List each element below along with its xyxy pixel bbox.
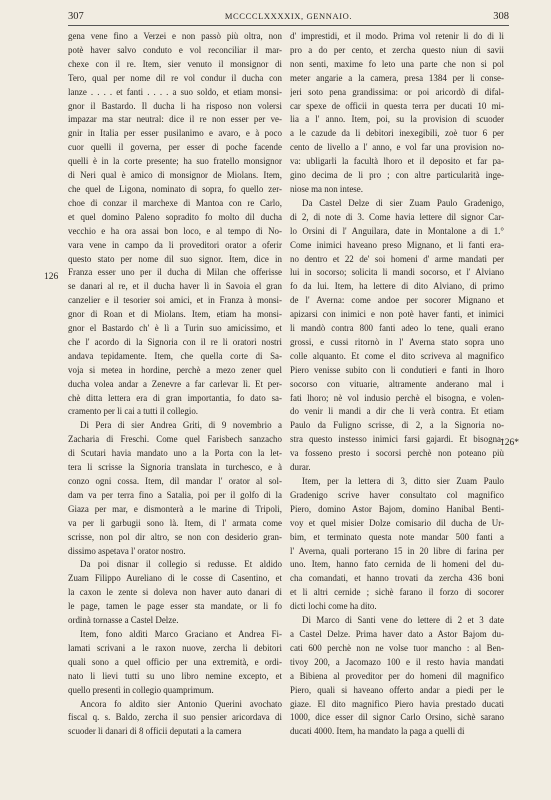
text-line: gino decima de li pro ; con altre particularità inge- [290, 170, 504, 181]
left-text-column [68, 30, 282, 739]
text-line: a Castel Delze. Prima haver dato a Astor Bajom du- [290, 628, 504, 639]
text-line: Da poi disnar il collegio si redusse. Et aldido [80, 559, 282, 570]
text-line: et li altri cernide ; sichè farano il forzo di socorer [290, 587, 504, 598]
text-line: durar. [290, 462, 311, 473]
text-line: pro a do per cento, et zercha questo niun di savii [290, 44, 504, 55]
text-line: se danari al re, et il ducha haver lì in Savoia el gran [68, 281, 282, 292]
text-line: ordinà tornasse a Castel Delze. [68, 615, 179, 626]
text-line: scuoder li danari di 8 officii deputati a la camera [68, 726, 242, 737]
text-line: gnor il Bastardo. Il ducha li ha risposo non volersi [68, 100, 282, 111]
text-line: Item, per la lettera di 3, ditto sier Zuam Paulo [302, 476, 504, 486]
text-line: de l' Averna: come andoe per socorer Mignano et [290, 295, 504, 306]
text-line: Paulo da Fuligno scrisse, di 2, a la Signoria no- [290, 420, 504, 431]
text-line: bim, et terminato questa note mandar 500 fanti a [290, 531, 504, 542]
text-line: gnir in Italia per esser pusilanimo e avaro, e à poco [68, 128, 282, 139]
text-line: colle alquanto. Et come el dito scriveva al magnifico [290, 350, 504, 361]
text-line: niose ma non intese. [290, 183, 363, 194]
text-line: gnor el Bastardo ch' è lì a Turin suo amicissimo, et [68, 323, 282, 334]
text-line: di Neri qual è amico di monsignor de Miolans. Item, [68, 170, 282, 181]
text-line: potè haver salvo conduto e vol reconciliar il mar- [68, 44, 282, 55]
text-line: no dentro et 22 de' soi homeni d' arme mandati per [290, 253, 504, 264]
text-line: Di Marco di Santi vene do lettere di 2 et 3 date [302, 615, 504, 626]
text-line: chè ditta lettera era di gran importantia, fo dato sa- [68, 392, 282, 403]
text-line: lo Orsini di l' Anguilara, date in Montalone a di 1.° [290, 225, 504, 236]
page-number-right: 308 [493, 10, 509, 22]
running-header [68, 8, 509, 24]
text-line: ducati 4000. Item, ha mandato la paga a quelli di [290, 726, 465, 737]
text-line: nato li lievi tutti su uno libro nemine excepto, et [68, 670, 282, 681]
text-line: dam va per terra fino a Satalia, poi per il golfo di la [68, 489, 282, 500]
text-line: Piero venisse subito con li condutieri e fanti in lhoro [290, 364, 504, 375]
text-line: choe di conzar il marchexe di Mantoa con re Carlo, [68, 197, 282, 208]
text-line: scrisse, non pol dir altro, se non con desiderio gran- [68, 531, 282, 542]
text-line: Zuam Filippo Aureliano di le cosse di Casentino, et [68, 573, 282, 584]
text-line: a le cazude da li debitori inexegibili, zoè tuor 6 per [290, 128, 504, 139]
text-line: gnor di Roan et di Miolans. Item, etiam ha monsi- [68, 309, 282, 320]
text-line: la caxon le zente si doleva non haver auto danari di [68, 587, 282, 598]
text-line: le page, tamen le page esser sta mandate, or li fo [68, 601, 282, 612]
text-line: voja si metea in hordine, perchè a mezo zener quel [68, 364, 282, 375]
text-line: cento de livello a l' anno, e vol far una provision no- [290, 142, 504, 153]
text-line: questo stato per nome dil suo signor. Item, dice in [68, 253, 282, 264]
text-line: impazar ma star neutral: dice il re non esser per ve- [68, 114, 282, 125]
margin-note-right: 126* [500, 438, 519, 448]
text-line: vecchio e ha ora assai bon loco, e al tempo di No- [68, 225, 282, 236]
text-line: Piero, quali si haveano offerto andar a piedi per le [290, 684, 504, 695]
text-line: Come inimici haveano preso Mignano, et li fanti era- [290, 239, 504, 250]
text-line: Zacharia di Freschi. Come quel Farisbech sanzacho [68, 434, 282, 445]
text-line: fiscal q. s. Baldo, zercha il suo pensier aricordava di [68, 712, 282, 723]
text-line: va per li garbugii sono là. Item, di l' armata come [68, 517, 282, 528]
text-line: quello presentì in collegio quamprimum. [68, 684, 214, 695]
text-line: l' Averna, quali porterano 15 in 20 libre di farina per [290, 545, 504, 556]
page-number-left: 307 [68, 10, 84, 22]
text-line: non senti, maxime fo leto una parte che non si pol [290, 58, 504, 69]
text-line: voy et quel misier Dolze comisario dil ducha de Ur- [290, 517, 504, 528]
text-line: Gradenigo scrive haver consultato col magnifico [290, 489, 504, 500]
text-line: Item, fono aldìti Marco Graciano et Andrea Fi- [80, 628, 282, 639]
text-line: che l' acordo di la Signoria con il re li oratori nostri [68, 336, 282, 347]
text-line: quelli è in la corte presente; ha suo fratello monsignor [68, 156, 282, 167]
text-line: meter angarie a la camera, presa 1384 per li conse- [290, 72, 504, 83]
text-line: a Bibiena al proveditor per do homeni dil magnifico [290, 670, 504, 681]
text-line: tera li scrisse la Signoria translata in turchesco, e à [68, 462, 282, 473]
text-line: Piero, domino Astor Bajom, domino Hanibal Benti- [290, 503, 504, 514]
text-line: canzelier e il tesorier soi amici, et in Franza à monsi- [68, 295, 282, 306]
text-line: Giaza per mar, e dismonterà a le marine di Tripoli, [68, 503, 282, 514]
text-line: d' imprestidi, et il modo. Prima vol retenir li do di li [290, 31, 504, 41]
text-line: Ancora fo aldìto sier Antonio Querini avochato [80, 698, 282, 709]
text-line: jeri soto pena grandissima: or poi aricordò di difal- [290, 86, 504, 97]
text-line: grossi, e cussi ritornò in l' Averna stato sopra uno [290, 336, 504, 347]
text-line: che quel de Ligona, nominato di sopra, fo quello zer- [68, 183, 282, 194]
text-line: car spexe de officii in questa terra per ducati 10 mi- [290, 100, 504, 111]
text-line: cuor quelli il governa, per esser di poche facende [68, 142, 282, 153]
text-line: ducha volea andar a Zenevre a far carlevar lì. Et per- [68, 378, 282, 389]
margin-note-left: 126 [44, 272, 59, 282]
text-line: li mandò contra 800 fanti adeo lo tene, quali erano [290, 323, 504, 334]
text-line: socorso con vituarie, altramente anderano mal i [290, 378, 504, 389]
text-line: giaze. El dito magnifico Piero havia prestado ducati [290, 698, 504, 709]
text-line: lui in socorso; solicita li mandi socorso, et l' Alviano [290, 267, 504, 278]
text-line: Da Castel Delze di sier Zuam Paulo Gradenigo, [302, 197, 504, 208]
text-line: cramento per li cai a tutti il collegio. [68, 406, 199, 417]
text-line: apizarsi con inimici e non potè haver fanti, et inimici [290, 309, 504, 320]
text-line: andava tepidamente. Item, che quella corte di Sa- [68, 350, 282, 361]
text-line: tivoy 200, a Jacomazo 100 e il resto havia mandati [290, 656, 504, 667]
running-title: MCCCCLXXXXIX, GENNAIO. [224, 11, 353, 21]
text-line: vara vene in campo da li proveditori orator a oferir [68, 239, 282, 250]
text-line: fati lhoro; nè vol indusio perchè el bisogna, e volen- [290, 392, 504, 403]
text-line: di Scutari havia mandato uno a la Porta con la let- [68, 448, 282, 459]
text-line: stra questo instesso inimici farsi gajardi. Et bisogna- [290, 434, 504, 445]
text-line: quali sono a quel officio per una extremità, e ordi- [68, 656, 282, 667]
text-line: di 2, di note di 3. Come havia lettere dil signor Car- [290, 211, 504, 222]
text-line: do venir li mandi a dir che li verà contra. Et etiam [290, 406, 504, 417]
text-line: lanze . . . . et fanti . . . . a suo soldo, et etiam monsi- [68, 86, 282, 97]
text-line: cha comandati, et hanno trovati da zercha 436 boni [290, 573, 504, 584]
right-text-column [290, 30, 504, 739]
text-line: et quel domino Paleno sopradito fo molto dil ducha [68, 211, 282, 222]
text-line: Tero, qual per nome dil re vol condur il ducha con [68, 72, 282, 83]
text-line: dissimo aspetava l' orator nostro. [68, 545, 186, 556]
text-line: chexe con il re. Item, sier venuto il monsignor di [68, 58, 282, 69]
text-line: lamati scrivani a le raxon nuove, zercha li debitori [68, 642, 282, 653]
text-line: Franza esser uno per il ducha di Milan che offerisse [68, 267, 282, 278]
text-line: va: ubligarli la facultà lhoro et il deposito et far pa- [290, 156, 504, 167]
header-rule [68, 25, 509, 26]
text-line: cati 600 perchè non ne volse tuor mancho : al Ben- [290, 642, 504, 653]
text-line: gena vene fino a Verzei e non passò più oltra, non [68, 31, 282, 41]
text-line: fo da lui. Item, ha lettere di dito Alviano, di primo [290, 281, 504, 292]
text-line: uno. Item, hanno fato cernida de li homeni del du- [290, 559, 504, 570]
text-line: dicti lochi come ha dito. [290, 601, 377, 612]
text-line: va fosseno presto i socorsi perchè non poteano più [290, 448, 504, 459]
text-line: 1000, dice esser dil signor Carlo Orsino, sichè sarano [290, 712, 504, 723]
text-line: conzo ogni cossa. Item, dil mandar l' orator al sol- [68, 476, 282, 486]
text-line: Di Pera di sier Andrea Griti, di 9 novembrio a [80, 420, 282, 431]
text-line: lia a l' anno. Item, poi, su la provision di scuoder [290, 114, 504, 125]
